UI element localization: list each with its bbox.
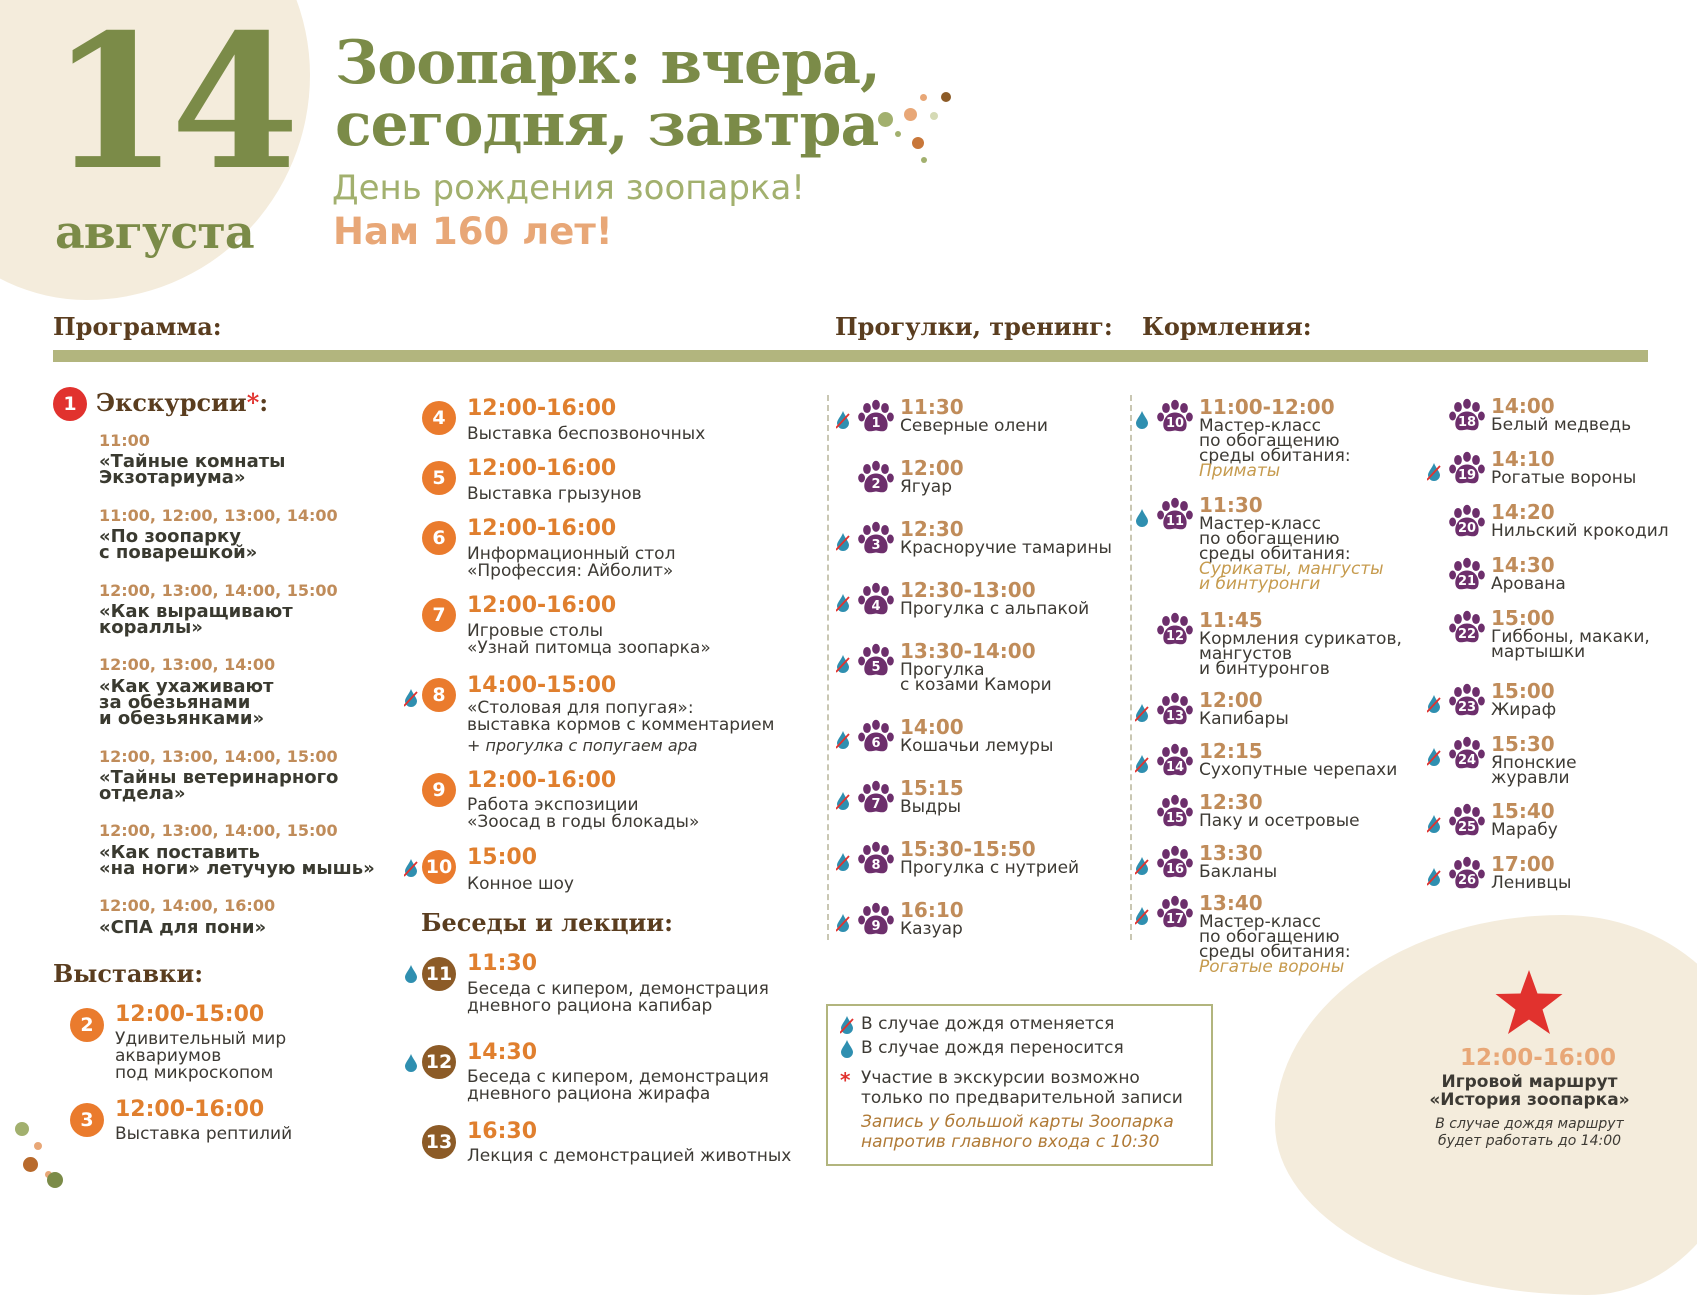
paw-number: 11 [1165, 514, 1185, 529]
paw-icon [1157, 399, 1193, 435]
rain-cancel-icon [836, 411, 850, 429]
paw-icon [1449, 504, 1485, 540]
rain-cancel-icon [1135, 704, 1149, 722]
legend-asterisk: * [840, 1068, 851, 1092]
excursion-time: 12:00, 13:00, 14:00, 15:00 [99, 747, 338, 766]
legend-box [826, 1004, 1213, 1166]
program-number-badge: 8 [422, 678, 456, 712]
excursion-time: 12:00, 13:00, 14:00 [99, 655, 276, 674]
item-description: Нильский крокодил [1491, 521, 1669, 541]
item-subtitle: Сурикаты, мангусты и бинтуронги [1199, 559, 1384, 594]
paw-number: 12 [1165, 629, 1185, 644]
item-time: 12:00 [1199, 688, 1263, 712]
paw-icon [1157, 895, 1193, 931]
section-feedings-heading: Кормления: [1142, 312, 1312, 341]
rain-cancel-icon [1135, 755, 1149, 773]
excursion-time: 11:00 [99, 431, 150, 450]
paw-number: 9 [871, 919, 881, 934]
talk-description: Лекция с демонстрацией животных [467, 1146, 792, 1166]
item-time: 15:40 [1491, 799, 1555, 823]
exhibition-description: Удивительный мир аквариумов под микроскопом [115, 1029, 287, 1083]
paw-number: 25 [1457, 820, 1477, 835]
legend-cancel-text: В случае дождя отменяется [861, 1014, 1115, 1034]
title-line-2: сегодня, завтра [335, 90, 879, 160]
program-note: + прогулка с попугаем ара [467, 736, 698, 755]
item-description: Арована [1491, 574, 1566, 594]
excursions-label: Экскурсии [96, 388, 247, 417]
paw-icon [1449, 451, 1485, 487]
rain-cancel-icon [1135, 907, 1149, 925]
exhibition-time: 12:00-16:00 [115, 1097, 265, 1122]
program-time: 12:00-16:00 [467, 456, 617, 481]
paw-number: 22 [1457, 627, 1477, 642]
legend-registration-note: Запись у большой карты Зоопарка напротив главного входа с 10:30 [861, 1112, 1174, 1152]
item-time: 12:15 [1199, 739, 1263, 763]
item-description: Мастер-класс по обогащению среды обитания: [1199, 912, 1351, 962]
paw-number: 14 [1165, 760, 1185, 775]
rain-cancel-icon [836, 594, 850, 612]
paw-number: 5 [871, 660, 881, 675]
paw-icon [1449, 803, 1485, 839]
excursion-title: «Тайные комнаты Экзотариума» [99, 451, 286, 488]
paw-number: 21 [1457, 574, 1477, 589]
item-description: Выдры [900, 797, 962, 817]
item-description: Капибары [1199, 709, 1289, 729]
program-number-badge: 7 [422, 598, 456, 632]
item-time: 13:40 [1199, 891, 1263, 915]
item-time: 11:45 [1199, 608, 1263, 632]
rain-cancel-icon [404, 859, 418, 877]
item-time: 11:30 [1199, 493, 1263, 517]
talk-number-badge: 13 [422, 1125, 456, 1159]
item-time: 14:10 [1491, 447, 1555, 471]
rain-drop-icon [404, 965, 418, 983]
excursions-asterisk: * [246, 388, 260, 417]
item-description: Прогулка с нутрией [900, 858, 1080, 878]
rain-cancel-icon [1135, 857, 1149, 875]
paw-icon [1449, 856, 1485, 892]
section-program-heading: Программа: [53, 312, 222, 341]
paw-icon [858, 521, 894, 557]
paw-icon [858, 399, 894, 435]
section-walks-heading: Прогулки, тренинг: [835, 312, 1113, 341]
item-description: Северные олени [900, 416, 1048, 436]
program-number-badge: 9 [422, 773, 456, 807]
program-time: 12:00-16:00 [467, 768, 617, 793]
rain-drop-icon [1135, 411, 1149, 429]
rain-cancel-icon [1427, 868, 1441, 886]
page-subtitle: День рождения зоопарка! [332, 168, 805, 208]
page-title [335, 28, 880, 160]
paw-icon [858, 902, 894, 938]
exhibition-number-badge: 3 [70, 1103, 104, 1137]
column-divider [827, 395, 829, 940]
item-description: Прогулка с альпакой [900, 599, 1090, 619]
program-number-badge: 4 [422, 401, 456, 435]
item-time: 15:00 [1491, 679, 1555, 703]
program-description: Конное шоу [467, 874, 574, 894]
paw-icon [1157, 743, 1193, 779]
rain-cancel-icon [836, 792, 850, 810]
section-talks-heading: Беседы и лекции: [421, 908, 673, 937]
program-description: Работа экспозиции «Зоосад в годы блокады» [467, 795, 700, 832]
route-time: 12:00-16:00 [1460, 1045, 1616, 1071]
talk-time: 11:30 [467, 951, 538, 976]
excursions-number-badge: 1 [53, 387, 87, 421]
paw-number: 13 [1165, 709, 1185, 724]
item-subtitle: Приматы [1199, 461, 1281, 481]
excursion-time: 12:00, 14:00, 16:00 [99, 896, 276, 915]
excursion-title: «Как поставить «на ноги» летучую мышь» [99, 842, 375, 879]
paw-number: 17 [1165, 912, 1185, 927]
paw-icon [1449, 610, 1485, 646]
paw-number: 2 [871, 477, 881, 492]
paw-icon [858, 841, 894, 877]
excursion-title: «Как выращивают кораллы» [99, 601, 293, 638]
rain-cancel-icon [1427, 695, 1441, 713]
program-time: 14:00-15:00 [467, 673, 617, 698]
item-time: 14:20 [1491, 500, 1555, 524]
item-time: 14:00 [1491, 394, 1555, 418]
paw-icon [858, 460, 894, 496]
route-title: Игровой маршрут «История зоопарка» [1429, 1072, 1630, 1110]
item-description: Красноручие тамарины [900, 538, 1112, 558]
paw-icon [858, 719, 894, 755]
paw-number: 20 [1457, 521, 1477, 536]
paw-number: 15 [1165, 811, 1185, 826]
paw-icon [1157, 692, 1193, 728]
program-time: 12:00-16:00 [467, 593, 617, 618]
paw-number: 18 [1457, 415, 1477, 430]
rain-cancel-icon [836, 853, 850, 871]
rain-cancel-icon [840, 1016, 854, 1034]
paw-number: 26 [1457, 873, 1477, 888]
header-divider [53, 350, 1648, 362]
item-description: Рогатые вороны [1491, 468, 1637, 488]
item-time: 12:30-13:00 [900, 578, 1036, 602]
program-description: Информационный стол «Профессия: Айболит» [467, 544, 676, 581]
item-subtitle: Рогатые вороны [1199, 957, 1345, 977]
paw-icon [858, 643, 894, 679]
date-month: августа [55, 205, 254, 259]
paw-number: 4 [871, 599, 881, 614]
column-divider [1130, 395, 1132, 940]
item-description: Жираф [1491, 700, 1557, 720]
item-time: 14:30 [1491, 553, 1555, 577]
exhibition-time: 12:00-15:00 [115, 1002, 265, 1027]
program-time: 12:00-16:00 [467, 516, 617, 541]
item-time: 12:30 [1199, 790, 1263, 814]
rain-cancel-icon [404, 689, 418, 707]
paw-icon [1157, 845, 1193, 881]
rain-drop-icon [840, 1040, 854, 1058]
item-description: Марабу [1491, 820, 1558, 840]
route-note: В случае дождя маршрут будет работать до 14:00 [1435, 1116, 1624, 1149]
rain-cancel-icon [836, 655, 850, 673]
item-time: 12:30 [900, 517, 964, 541]
page-tagline: Нам 160 лет! [333, 210, 613, 253]
item-description: Гиббоны, макаки, мартышки [1491, 627, 1650, 662]
paw-number: 3 [871, 538, 881, 553]
program-number-badge: 10 [422, 850, 456, 884]
excursion-time: 12:00, 13:00, 14:00, 15:00 [99, 581, 338, 600]
item-time: 11:00-12:00 [1199, 395, 1335, 419]
excursions-heading [96, 388, 268, 417]
item-time: 13:30 [1199, 841, 1263, 865]
paw-icon [1449, 557, 1485, 593]
item-description: Прогулка с козами Камори [900, 660, 1052, 695]
paw-number: 7 [871, 797, 881, 812]
exhibition-description: Выставка рептилий [115, 1124, 293, 1144]
rain-drop-icon [404, 1054, 418, 1072]
item-description: Казуар [900, 919, 963, 939]
paw-number: 23 [1457, 700, 1477, 715]
excursion-title: «Тайны ветеринарного отдела» [99, 767, 339, 804]
excursion-title: «СПА для пони» [99, 917, 267, 938]
paw-number: 16 [1165, 862, 1185, 877]
rain-cancel-icon [1427, 463, 1441, 481]
paw-icon [1157, 794, 1193, 830]
item-description: Бакланы [1199, 862, 1278, 882]
excursion-time: 12:00, 13:00, 14:00, 15:00 [99, 821, 338, 840]
rain-drop-icon [1135, 509, 1149, 527]
rain-cancel-icon [836, 731, 850, 749]
item-description: Кошачьи лемуры [900, 736, 1054, 756]
paw-number: 1 [871, 416, 881, 431]
program-description: Выставка грызунов [467, 484, 642, 504]
legend-postpone-text: В случае дождя переносится [861, 1038, 1124, 1058]
paw-icon [1449, 683, 1485, 719]
item-description: Паку и осетровые [1199, 811, 1360, 831]
item-description: Кормления сурикатов, мангустов и бинтуронгов [1199, 629, 1402, 679]
rain-cancel-icon [836, 533, 850, 551]
talk-time: 16:30 [467, 1119, 538, 1144]
paw-icon [858, 780, 894, 816]
item-description: Сухопутные черепахи [1199, 760, 1398, 780]
paw-number: 10 [1165, 416, 1185, 431]
paw-icon [858, 582, 894, 618]
item-description: Мастер-класс по обогащению среды обитания: [1199, 514, 1351, 564]
paw-number: 24 [1457, 753, 1477, 768]
item-description: Мастер-класс по обогащению среды обитания: [1199, 416, 1351, 466]
item-time: 15:30 [1491, 732, 1555, 756]
paw-icon [1157, 612, 1193, 648]
talk-description: Беседа с кипером, демонстрация дневного рациона жирафа [467, 1067, 769, 1104]
item-description: Ягуар [900, 477, 953, 497]
item-time: 15:30-15:50 [900, 837, 1036, 861]
title-line-1: Зоопарк: вчера, [335, 28, 880, 98]
item-description: Ленивцы [1491, 873, 1572, 893]
paw-number: 6 [871, 736, 881, 751]
talk-number-badge: 11 [422, 957, 456, 991]
item-time: 15:00 [1491, 606, 1555, 630]
excursions-colon: : [259, 388, 269, 417]
item-time: 13:30-14:00 [900, 639, 1036, 663]
excursion-time: 11:00, 12:00, 13:00, 14:00 [99, 506, 338, 525]
talk-number-badge: 12 [422, 1045, 456, 1079]
paw-number: 8 [871, 858, 881, 873]
rain-cancel-icon [836, 914, 850, 932]
paw-number: 19 [1457, 468, 1477, 483]
item-time: 15:15 [900, 776, 964, 800]
program-number-badge: 5 [422, 461, 456, 495]
exhibition-number-badge: 2 [70, 1008, 104, 1042]
excursion-title: «По зоопарку с поварешкой» [99, 526, 258, 563]
talk-time: 14:30 [467, 1040, 538, 1065]
date-number: 14 [50, 0, 292, 211]
paw-icon [1157, 497, 1193, 533]
program-description: Игровые столы «Узнай питомца зоопарка» [467, 621, 711, 658]
rain-cancel-icon [1427, 815, 1441, 833]
rain-cancel-icon [1427, 748, 1441, 766]
item-time: 14:00 [900, 715, 964, 739]
item-description: Белый медведь [1491, 415, 1632, 435]
item-time: 12:00 [900, 456, 964, 480]
talk-description: Беседа с кипером, демонстрация дневного рациона капибар [467, 979, 769, 1016]
program-description: «Столовая для попугая»: выставка кормов с комментарием [467, 698, 775, 735]
program-number-badge: 6 [422, 521, 456, 555]
section-exhibitions-heading: Выставки: [53, 959, 204, 988]
item-time: 17:00 [1491, 852, 1555, 876]
paw-icon [1449, 736, 1485, 772]
star-icon [1494, 969, 1564, 1037]
paw-icon [1449, 398, 1485, 434]
item-time: 11:30 [900, 395, 964, 419]
program-time: 15:00 [467, 845, 538, 870]
program-time: 12:00-16:00 [467, 396, 617, 421]
item-description: Японские журавли [1491, 753, 1577, 788]
item-time: 16:10 [900, 898, 964, 922]
legend-excursion-note: Участие в экскурсии возможно только по предварительной записи [861, 1068, 1183, 1108]
program-description: Выставка беспозвоночных [467, 424, 706, 444]
excursion-title: «Как ухаживают за обезьянами и обезьянками» [99, 676, 274, 729]
